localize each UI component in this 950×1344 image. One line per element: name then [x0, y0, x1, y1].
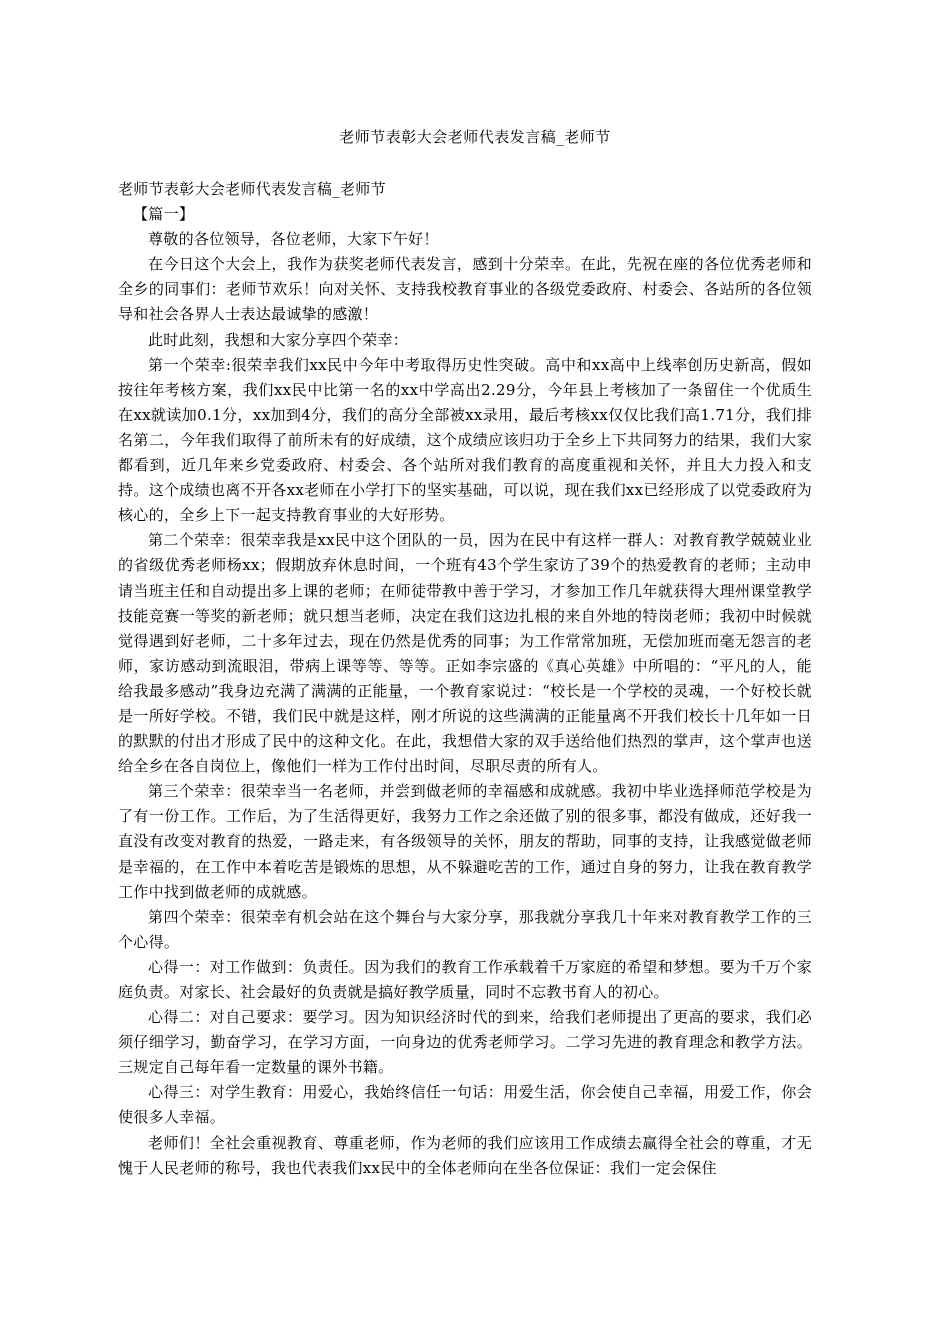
- paragraph: 此时此刻，我想和大家分享四个荣幸：: [148, 330, 409, 349]
- document-title: 老师节表彰大会老师代表发言稿_老师节: [339, 128, 611, 146]
- paragraph: 在今日这个大会上，我作为获奖老师代表发言，感到十分荣幸。在此，先祝在座的各位优秀老师和全乡的同事们：老师节欢乐！向对关怀、支持我校教育事业的各级党委政府、村委会、各站所的各位领导和社会各界人士表达最诚挚的感激！: [118, 255, 812, 324]
- paragraph: 第一个荣幸:很荣幸我们xx民中今年中考取得历史性突破。高中和xx高中上线率创历史新高，假如按往年考核方案，我们xx民中比第一名的xx中学高出2.29分，今年县上考核加了一条留住一个优质生在xx就读加0.1分，xx加到4分，我们的高分全部被xx录用，最后考核xx仅仅比我们高1.71分，我们排名第二，今年我们取得了前所未有的好成绩，这个成绩应该归功于全乡上下共同努力的结果，我们大家都看到，近几年来乡党委政府、村委会、各个站所对我们教育的高度重视和关怀，并且大力投入和支持。这个成绩也离不开各xx老师在小学打下的坚实基础，可以说，现在我们xx已经形成了以党委政府为核心的，全乡上下一起支持教育事业的大好形势。: [118, 355, 812, 525]
- paragraph: 第二个荣幸：很荣幸我是xx民中这个团队的一员，因为在民中有这样一群人：对教育教学兢兢业业的省级优秀老师杨xx；假期放弃休息时间，一个班有43个学生家访了39个的热爱教育的老师；主动申请当班主任和自动提出多上课的老师；在师徒带教中善于学习，才参加工作几年就获得大理州课堂教学技能竞赛一等奖的新老师；就只想当老师，决定在我们这边扎根的来自外地的特岗老师；我初中时候就觉得遇到好老师，二十多年过去，现在仍然是优秀的同事；为工作常常加班，无偿加班而毫无怨言的老师，家访感动到流眼泪，带病上课等等、等等。正如李宗盛的《真心英雄》中所唱的：“平凡的人，能给我最多感动”我身边充满了满满的正能量，一个教育家说过：“校长是一个学校的灵魂，一个好校长就是一所好学校。不错，我们民中就是这样，刚才所说的这些满满的正能量离不开我们校长十几年如一日的默默的付出才形成了民中的这种文化。在此，我想借大家的双手送给他们热烈的掌声，这个掌声也送给全乡在各自岗位上，像他们一样为工作付出时间，尽职尽责的所有人。: [118, 531, 812, 776]
- paragraph: 心得一：对工作做到：负责任。因为我们的教育工作承载着千万家庭的希望和梦想。要为千万个家庭负责。对家长、社会最好的负责就是搞好教学质量，同时不忘教书育人的初心。: [118, 957, 812, 1001]
- paragraph: 尊敬的各位领导，各位老师，大家下午好！: [148, 230, 439, 249]
- paragraph: 心得三：对学生教育：用爱心，我始终信任一句话：用爱生活，你会使自己幸福，用爱工作，你会使很多人幸福。: [118, 1083, 812, 1127]
- paragraph: 老师们！全社会重视教育、尊重老师，作为老师的我们应该用工作成绩去赢得全社会的尊重，才无愧于人民老师的称号，我也代表我们xx民中的全体老师向在坐各位保证：我们一定会保住: [118, 1133, 812, 1177]
- document-body: [118, 177, 812, 1181]
- paragraph: 第四个荣幸：很荣幸有机会站在这个舞台与大家分享，那我就分享我几十年来对教育教学工作的三个心得。: [118, 907, 812, 951]
- paragraph: 第三个荣幸：很荣幸当一名老师，并尝到做老师的幸福感和成就感。我初中毕业选择师范学校是为了有一份工作。工作后，为了生活得更好，我努力工作之余还做了别的很多事，都没有做成，还好我一直没有改变对教育的热爱，一路走来，有各级领导的关怀，朋友的帮助，同事的支持，让我感觉做老师是幸福的，在工作中本着吃苦是锻炼的思想，从不躲避吃苦的工作，通过自身的努力，让我在教育教学工作中找到做老师的成就感。: [118, 782, 812, 901]
- article-heading: 老师节表彰大会老师代表发言稿_老师节: [118, 180, 386, 198]
- paragraph: 心得二：对自己要求：要学习。因为知识经济时代的到来，给我们老师提出了更高的要求，我们必须仔细学习，勤奋学习，在学习方面，一向身边的优秀老师学习。二学习先进的教育理念和教学方法。三规定自己每年看一定数量的课外书籍。: [118, 1008, 812, 1077]
- section-label: 【篇一】: [133, 205, 195, 224]
